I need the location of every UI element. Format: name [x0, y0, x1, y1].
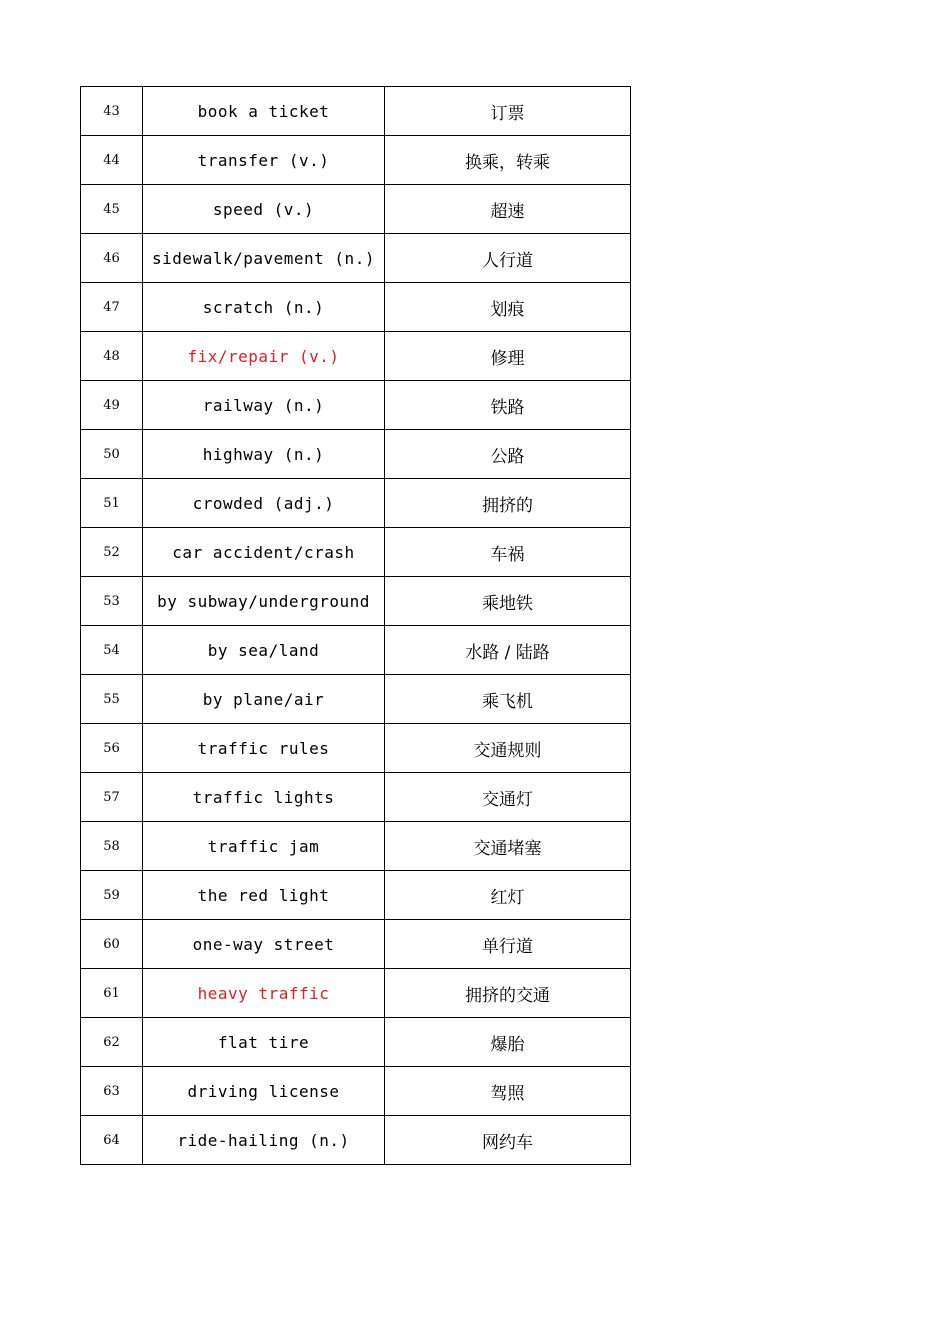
- table-row: [81, 283, 631, 332]
- english-term: traffic lights: [143, 773, 385, 822]
- table-row: [81, 528, 631, 577]
- table-row: [81, 724, 631, 773]
- english-term: driving license: [143, 1067, 385, 1116]
- table-row: [81, 577, 631, 626]
- english-term: car accident/crash: [143, 528, 385, 577]
- english-term: highway (n.): [143, 430, 385, 479]
- table-row: [81, 1067, 631, 1116]
- chinese-translation: 划痕: [385, 283, 631, 332]
- table-row: [81, 479, 631, 528]
- chinese-translation: 车祸: [385, 528, 631, 577]
- chinese-translation: 网约车: [385, 1116, 631, 1165]
- table-row: [81, 332, 631, 381]
- row-number: 64: [81, 1116, 143, 1165]
- table-row: [81, 1116, 631, 1165]
- table-row: [81, 136, 631, 185]
- row-number: 47: [81, 283, 143, 332]
- row-number: 48: [81, 332, 143, 381]
- english-term: scratch (n.): [143, 283, 385, 332]
- table-row: [81, 822, 631, 871]
- vocabulary-table: [80, 86, 631, 1165]
- row-number: 58: [81, 822, 143, 871]
- chinese-translation: 交通规则: [385, 724, 631, 773]
- english-term: railway (n.): [143, 381, 385, 430]
- table-row: [81, 626, 631, 675]
- row-number: 55: [81, 675, 143, 724]
- english-term: ride-hailing (n.): [143, 1116, 385, 1165]
- chinese-translation: 水路 / 陆路: [385, 626, 631, 675]
- english-term: book a ticket: [143, 87, 385, 136]
- table-row: [81, 430, 631, 479]
- chinese-translation: 乘飞机: [385, 675, 631, 724]
- table-row: [81, 1018, 631, 1067]
- english-term: fix/repair (v.): [143, 332, 385, 381]
- row-number: 62: [81, 1018, 143, 1067]
- chinese-translation: 红灯: [385, 871, 631, 920]
- row-number: 53: [81, 577, 143, 626]
- row-number: 59: [81, 871, 143, 920]
- chinese-translation: 修理: [385, 332, 631, 381]
- table-row: [81, 234, 631, 283]
- chinese-translation: 交通灯: [385, 773, 631, 822]
- row-number: 52: [81, 528, 143, 577]
- english-term: by sea/land: [143, 626, 385, 675]
- chinese-translation: 爆胎: [385, 1018, 631, 1067]
- row-number: 57: [81, 773, 143, 822]
- row-number: 61: [81, 969, 143, 1018]
- table-row: [81, 871, 631, 920]
- row-number: 44: [81, 136, 143, 185]
- english-term: crowded (adj.): [143, 479, 385, 528]
- row-number: 51: [81, 479, 143, 528]
- chinese-translation: 换乘，转乘: [385, 136, 631, 185]
- chinese-translation: 公路: [385, 430, 631, 479]
- row-number: 63: [81, 1067, 143, 1116]
- english-term: speed (v.): [143, 185, 385, 234]
- english-term: one-way street: [143, 920, 385, 969]
- chinese-translation: 超速: [385, 185, 631, 234]
- row-number: 46: [81, 234, 143, 283]
- chinese-translation: 拥挤的: [385, 479, 631, 528]
- row-number: 49: [81, 381, 143, 430]
- english-term: traffic jam: [143, 822, 385, 871]
- english-term: the red light: [143, 871, 385, 920]
- table-row: [81, 87, 631, 136]
- row-number: 43: [81, 87, 143, 136]
- english-term: transfer (v.): [143, 136, 385, 185]
- english-term: by plane/air: [143, 675, 385, 724]
- english-term: traffic rules: [143, 724, 385, 773]
- table-row: [81, 773, 631, 822]
- chinese-translation: 乘地铁: [385, 577, 631, 626]
- chinese-translation: 单行道: [385, 920, 631, 969]
- table-row: [81, 381, 631, 430]
- table-row: [81, 185, 631, 234]
- chinese-translation: 订票: [385, 87, 631, 136]
- vocabulary-table-body: [81, 87, 631, 1165]
- english-term: heavy traffic: [143, 969, 385, 1018]
- row-number: 60: [81, 920, 143, 969]
- chinese-translation: 铁路: [385, 381, 631, 430]
- chinese-translation: 人行道: [385, 234, 631, 283]
- table-row: [81, 969, 631, 1018]
- english-term: by subway/underground: [143, 577, 385, 626]
- table-row: [81, 675, 631, 724]
- chinese-translation: 驾照: [385, 1067, 631, 1116]
- row-number: 50: [81, 430, 143, 479]
- row-number: 45: [81, 185, 143, 234]
- table-row: [81, 920, 631, 969]
- row-number: 54: [81, 626, 143, 675]
- english-term: flat tire: [143, 1018, 385, 1067]
- english-term: sidewalk/pavement (n.): [143, 234, 385, 283]
- chinese-translation: 交通堵塞: [385, 822, 631, 871]
- row-number: 56: [81, 724, 143, 773]
- chinese-translation: 拥挤的交通: [385, 969, 631, 1018]
